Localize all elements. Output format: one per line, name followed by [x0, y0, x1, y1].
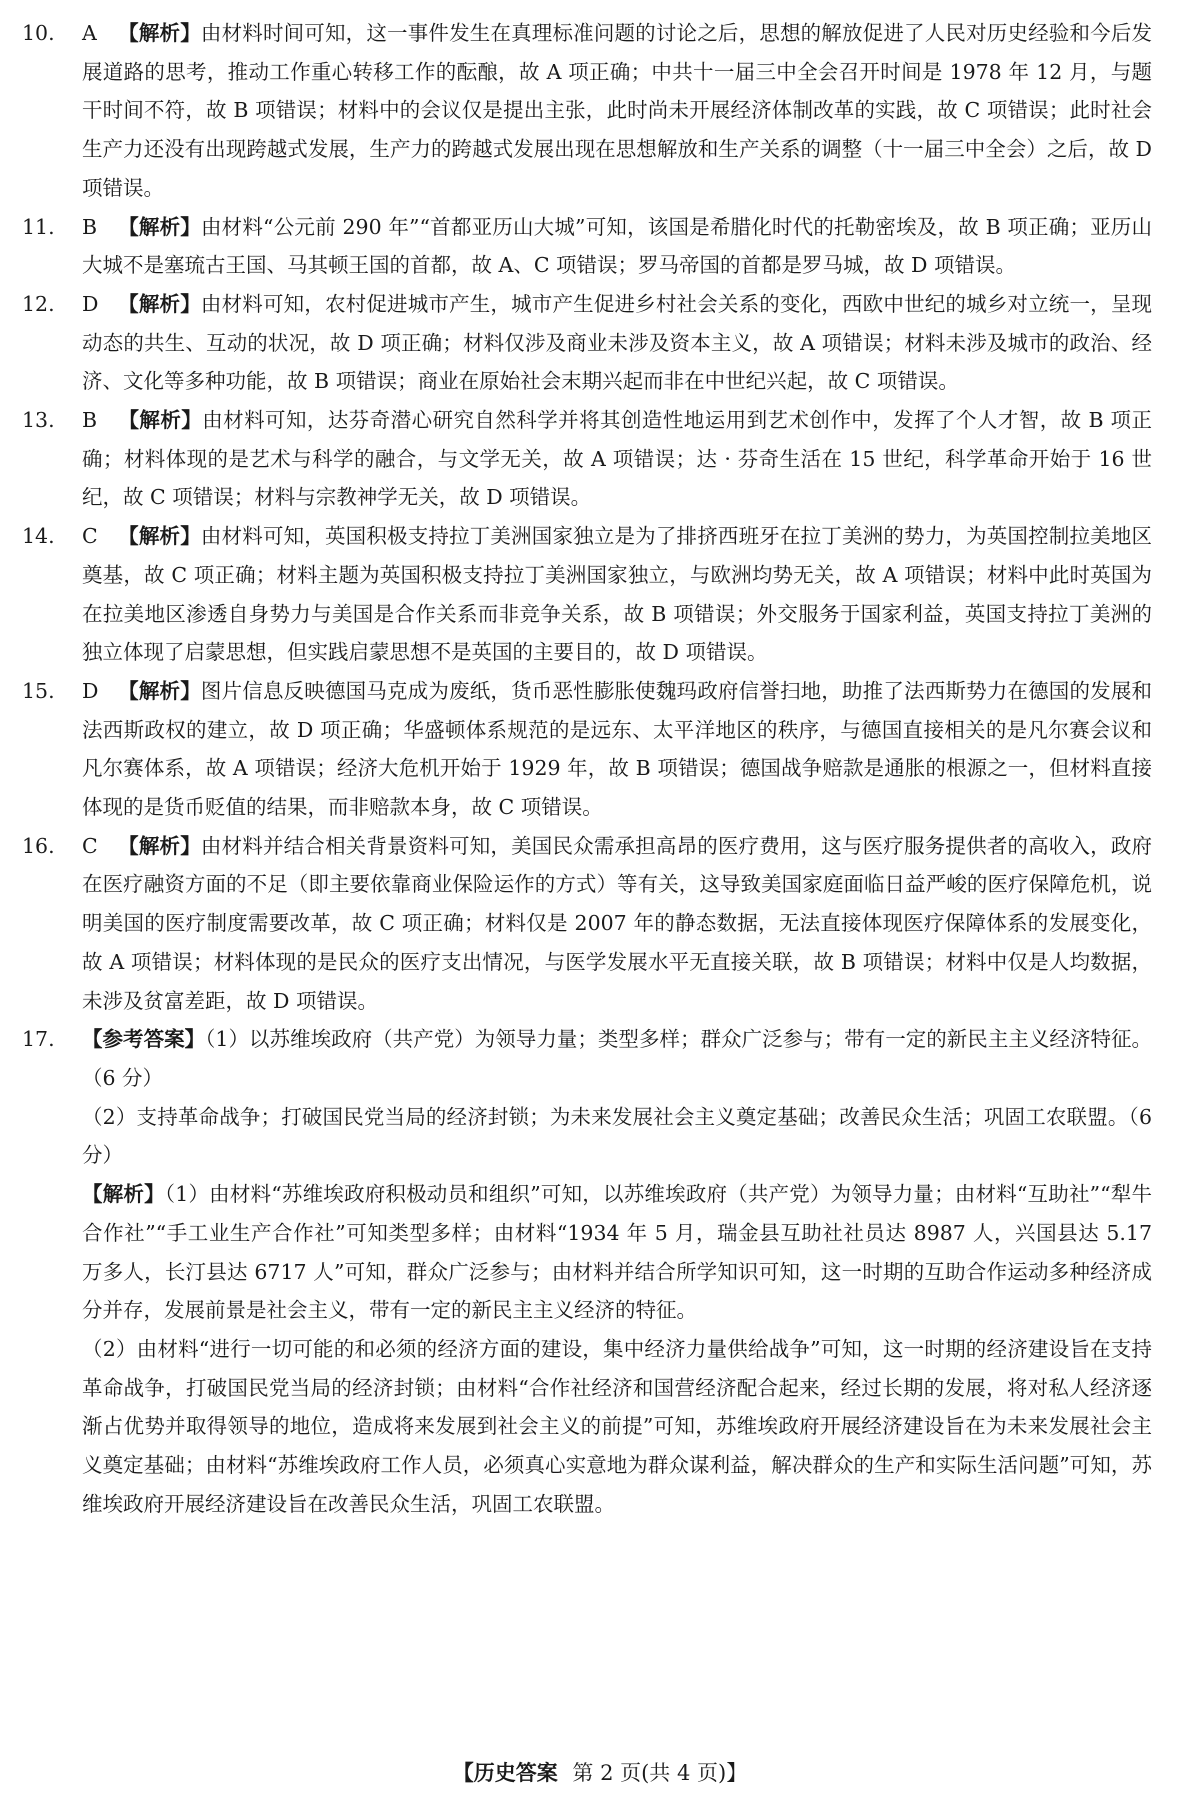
analysis-text: 由材料可知，达芬奇潜心研究自然科学并将其创造性地运用到艺术创作中，发挥了个人才智，故 B 项正确；材料体现的是艺术与科学的融合，与文学无关，故 A 项错误；达 · 芬奇生活在 15 世纪，科学革命开始于 16 世纪，故 C 项错误；材料与宗教神学无关，故 D 项错误。	[82, 408, 1152, 510]
analysis-text: 由材料并结合相关背景资料可知，美国民众需承担高昂的医疗费用，这与医疗服务提供者的高收入，政府在医疗融资方面的不足（即主要依靠商业保险运作的方式）等有关，这导致美国家庭面临日益严峻的医疗保障危机，说明美国的医疗制度需要改革，故 C 项正确；材料仅是 2007 年的静态数据，无法直接体现医疗保障体系的发展变化，故 A 项错误；材料体现的是民众的医疗支出情况，与医学发展水平无直接关联，故 B 项错误；材料中仅是人均数据，未涉及贫富差距，故 D 项错误。	[82, 833, 1153, 1013]
item-answer: B	[82, 214, 98, 239]
answer-item-13	[22, 401, 1152, 517]
answer-item-14	[22, 517, 1152, 672]
analysis-text: 由材料“公元前 290 年”“首都亚历山大城”可知，该国是希腊化时代的托勒密埃及，故 B 项正确；亚历山大城不是塞琉古王国、马其顿王国的首都，故 A、C 项错误；罗马帝国的首都是罗马城，故 D 项错误。	[82, 214, 1152, 278]
footer-title: 【历史答案	[452, 1761, 558, 1785]
analysis-tag: 【解析】	[118, 214, 201, 239]
footer-page-number: 第 2 页(共 4 页)】	[572, 1761, 748, 1785]
item-answer: C	[82, 524, 98, 549]
item-number: 16.	[22, 833, 55, 858]
analysis-tag: 【解析】	[118, 21, 201, 45]
answer-item-11	[22, 208, 1152, 285]
item-answer: C	[82, 833, 98, 858]
item-number: 11.	[22, 214, 55, 239]
analysis-tag: 【解析】	[118, 678, 201, 703]
reference-answer-part-2: （2）支持革命战争；打破国民党当局的经济封锁；为未来发展社会主义奠定基础；改善民众生活；巩固工农联盟。（6 分）	[82, 1104, 1152, 1168]
analysis-text: 由材料时间可知，这一事件发生在真理标准问题的讨论之后，思想的解放促进了人民对历史经验和今后发展道路的思考，推动工作重心转移工作的酝酿，故 A 项正确；中共十一届三中全会召开时间是 1978 年 12 月，与题干时间不符，故 B 项错误；材料中的会议仅是提出主张，此时尚未开展经济体制改革的实践，故 C 项错误；此时社会生产力还没有出现跨越式发展，生产力的跨越式发展出现在思想解放和生产关系的调整（十一届三中全会）之后，故 D 项错误。	[82, 21, 1153, 200]
item-number: 10.	[22, 21, 55, 45]
analysis-tag: 【解析】	[118, 524, 201, 549]
analysis-tag: 【解析】	[118, 408, 203, 433]
answer-item-16	[22, 827, 1152, 1021]
item-number: 12.	[22, 291, 55, 316]
analysis-text: 由材料可知，英国积极支持拉丁美洲国家独立是为了排挤西班牙在拉丁美洲的势力，为英国控制拉美地区奠基，故 C 项正确；材料主题为英国积极支持拉丁美洲国家独立，与欧洲均势无关，故 A 项错误；材料中此时英国为在拉美地区渗透自身势力与美国是合作关系而非竞争关系，故 B 项错误；外交服务于国家利益，英国支持拉丁美洲的独立体现了启蒙思想，但实践启蒙思想不是英国的主要目的，故 D 项错误。	[82, 524, 1153, 665]
page-footer	[0, 1757, 1200, 1787]
answer-item-17-reference	[22, 1020, 1152, 1097]
answer-item-12	[22, 285, 1152, 401]
item-answer: D	[82, 678, 99, 703]
item-number: 13.	[22, 408, 55, 433]
answer-item-10	[22, 14, 1152, 208]
item-number: 14.	[22, 524, 55, 549]
reference-answer-tag: 【参考答案】	[82, 1027, 206, 1052]
analysis-tag: 【解析】	[82, 1182, 165, 1207]
answer-item-17-explanation-2: （2）由材料“进行一切可能的和必须的经济方面的建设，集中经济力量供给战争”可知，这一时期的经济建设旨在支持革命战争，打破国民党当局的经济封锁；由材料“合作社经济和国营经济配合起来，经过长期的发展，将对私人经济逐渐占优势并取得领导的地位，造成将来发展到社会主义的前提”可知，苏维埃政府开展经济建设旨在为未来发展社会主义奠定基础；由材料“苏维埃政府工作人员，必须真心实意地为群众谋利益，解决群众的生产和实际生活问题”可知，苏维埃政府开展经济建设旨在改善民众生活，巩固工农联盟。	[82, 1336, 1152, 1516]
answer-item-17-explanation-1	[22, 1175, 1152, 1330]
reference-answer-part-1: （1）以苏维埃政府（共产党）为领导力量；类型多样；群众广泛参与；带有一定的新民主主义经济特征。（6 分）	[82, 1027, 1152, 1090]
item-answer: B	[82, 408, 98, 433]
analysis-tag: 【解析】	[118, 291, 201, 316]
analysis-text: （1）由材料“苏维埃政府积极动员和组织”可知，以苏维埃政府（共产党）为领导力量；由材料“互助社”“犁牛合作社”“手工业生产合作社”可知类型多样；由材料“1934 年 5 月，瑞金县互助社社员达 8987 人，兴国县达 5.17 万多人，长汀县达 6717 人”可知，群众广泛参与；由材料并结合所学知识可知，这一时期的互助合作运动多种经济成分并存，发展前景是社会主义，带有一定的新民主主义经济的特征。	[82, 1182, 1152, 1323]
analysis-text: 由材料可知，农村促进城市产生，城市产生促进乡村社会关系的变化，西欧中世纪的城乡对立统一，呈现动态的共生、互动的状况，故 D 项正确；材料仅涉及商业未涉及资本主义，故 A 项错误；材料未涉及城市的政治、经济、文化等多种功能，故 B 项错误；商业在原始社会末期兴起而非在中世纪兴起，故 C 项错误。	[82, 291, 1153, 394]
answer-item-15	[22, 672, 1152, 827]
item-number: 17.	[22, 1027, 55, 1052]
item-answer: D	[82, 291, 99, 316]
analysis-tag: 【解析】	[118, 833, 201, 858]
item-answer: A	[82, 21, 97, 45]
analysis-text: 图片信息反映德国马克成为废纸，货币恶性膨胀使魏玛政府信誉扫地，助推了法西斯势力在德国的发展和法西斯政权的建立，故 D 项正确；华盛顿体系规范的是远东、太平洋地区的秩序，与德国直接相关的是凡尔赛会议和凡尔赛体系，故 A 项错误；经济大危机开始于 1929 年，故 B 项错误；德国战争赔款是通胀的根源之一，但材料直接体现的是货币贬值的结果，而非赔款本身，故 C 项错误。	[82, 678, 1153, 820]
item-number: 15.	[22, 678, 55, 703]
